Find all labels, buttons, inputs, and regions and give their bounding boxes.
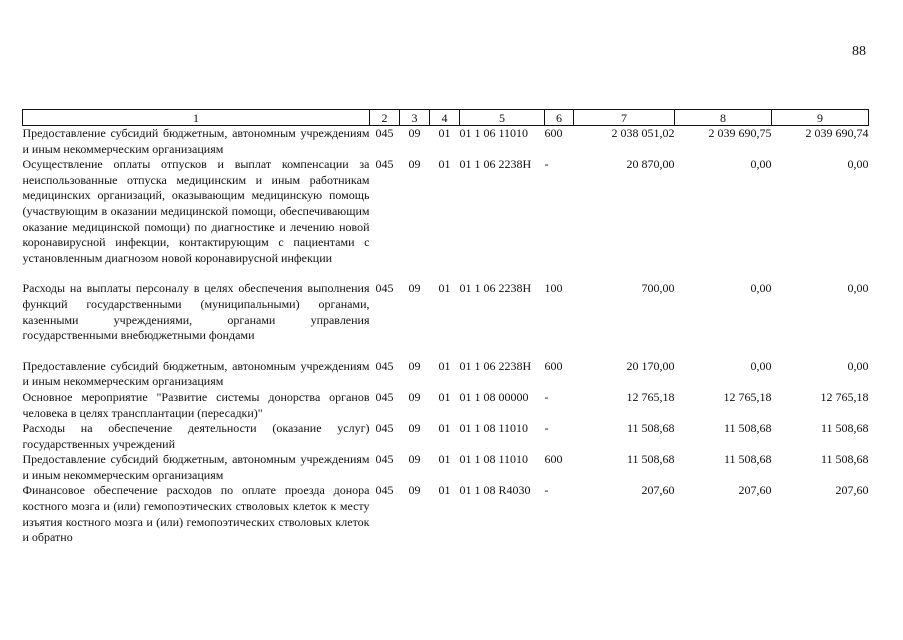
column-header: 5 <box>460 110 545 126</box>
table-row <box>23 281 869 358</box>
ministry-code-cell: 045 <box>375 157 394 172</box>
amount-col7-cell: 207,60 <box>641 483 675 498</box>
amount-col7-cell: 12 765,18 <box>626 389 675 404</box>
expense-type-cell: - <box>544 421 549 436</box>
expense-name-cell: Расходы на выплаты персоналу в целях обеспечения выполнения функций государственными (муниципальными) органами, казенными учреждениями, органами управления государственными внебюджетными фондами <box>22 281 370 343</box>
section-code-cell: 09 <box>408 126 421 140</box>
ministry-code-cell: 045 <box>375 452 394 467</box>
amount-col7-cell: 700,00 <box>641 281 675 296</box>
section-code-cell: 09 <box>408 483 421 498</box>
column-header: 6 <box>545 110 574 126</box>
amount-col8-cell: 0,00 <box>750 281 772 296</box>
target-article-cell: 01 1 08 00000 <box>459 389 529 404</box>
subsection-code-cell: 01 <box>438 358 451 373</box>
column-header: 2 <box>370 110 400 126</box>
amount-col7-cell: 11 508,68 <box>626 421 675 436</box>
subsection-code-cell: 01 <box>438 452 451 467</box>
ministry-code-cell: 045 <box>375 483 394 498</box>
expense-type-cell: 100 <box>544 281 563 296</box>
table-row <box>23 359 869 390</box>
amount-col9-cell: 0,00 <box>847 281 869 296</box>
subsection-code-cell: 01 <box>438 421 451 436</box>
ministry-code-cell: 045 <box>375 421 394 436</box>
table-row <box>23 126 869 158</box>
expense-name-cell: Предоставление субсидий бюджетным, автономным учреждениям и иным некоммерческим организациям <box>22 358 370 389</box>
column-header: 9 <box>772 110 869 126</box>
expense-type-cell: - <box>544 483 549 498</box>
amount-col9-cell: 0,00 <box>847 157 869 172</box>
amount-col7-cell: 20 170,00 <box>626 358 675 373</box>
amount-col8-cell: 0,00 <box>750 157 772 172</box>
table-row <box>23 157 869 281</box>
amount-col9-cell: 0,00 <box>847 358 869 373</box>
expense-name-cell: Осуществление оплаты отпусков и выплат компенсации за неиспользованные отпуска медицинским и иным работникам медицинских организаций, оказывающим медицинскую помощь (участвующим в оказании медицинской помощи, обеспечивающим оказание медицинской помощи) по диагностике и лечению новой коронавирусной инфекции, контактирующим с пациентами с установленным диагнозом новой коронавирусной инфекции <box>22 157 370 265</box>
budget-table <box>22 109 869 546</box>
expense-name-cell: Предоставление субсидий бюджетным, автономным учреждениям и иным некоммерческим организациям <box>22 126 370 156</box>
column-header: 1 <box>23 110 370 126</box>
amount-col9-cell: 2 039 690,74 <box>805 126 869 140</box>
amount-col7-cell: 11 508,68 <box>626 452 675 467</box>
ministry-code-cell: 045 <box>375 281 394 296</box>
section-code-cell: 09 <box>408 389 421 404</box>
expense-name-cell: Предоставление субсидий бюджетным, автономным учреждениям и иным некоммерческим организациям <box>22 452 370 482</box>
expense-name-cell: Финансовое обеспечение расходов по оплате проезда донора костного мозга и (или) гемопоэтических стволовых клеток к месту изъятия костного мозга и (или) гемопоэтических стволовых клеток и обратно <box>22 483 370 545</box>
table-row <box>23 421 869 452</box>
table-row <box>23 452 869 483</box>
amount-col8-cell: 0,00 <box>750 358 772 373</box>
target-article-cell: 01 1 08 11010 <box>459 421 529 436</box>
subsection-code-cell: 01 <box>438 126 451 140</box>
expense-type-cell: 600 <box>544 126 563 140</box>
amount-col8-cell: 207,60 <box>738 483 772 498</box>
amount-col7-cell: 2 038 051,02 <box>611 126 675 140</box>
target-article-cell: 01 1 08 R4030 <box>459 483 531 498</box>
expense-type-cell: 600 <box>544 452 563 467</box>
table-row <box>23 483 869 545</box>
column-header: 7 <box>574 110 675 126</box>
table-header-row <box>23 110 869 126</box>
section-code-cell: 09 <box>408 281 421 296</box>
amount-col7-cell: 20 870,00 <box>626 157 675 172</box>
expense-type-cell: 600 <box>544 358 563 373</box>
amount-col9-cell: 12 765,18 <box>820 389 869 404</box>
expense-name-cell: Расходы на обеспечение деятельности (оказание услуг) государственных учреждений <box>22 421 370 451</box>
subsection-code-cell: 01 <box>438 281 451 296</box>
expense-name-cell: Основное мероприятие "Развитие системы донорства органов человека в целях трансплантации (пересадки)" <box>22 389 370 420</box>
subsection-code-cell: 01 <box>438 483 451 498</box>
target-article-cell: 01 1 06 2238Н <box>459 157 532 172</box>
amount-col8-cell: 2 039 690,75 <box>708 126 772 140</box>
table-row <box>23 390 869 421</box>
target-article-cell: 01 1 06 2238Н <box>459 281 532 296</box>
ministry-code-cell: 045 <box>375 389 394 404</box>
ministry-code-cell: 045 <box>375 126 394 140</box>
column-header: 4 <box>430 110 460 126</box>
section-code-cell: 09 <box>408 358 421 373</box>
expense-type-cell: - <box>544 157 549 172</box>
subsection-code-cell: 01 <box>438 389 451 404</box>
expense-type-cell: - <box>544 389 549 404</box>
section-code-cell: 09 <box>408 157 421 172</box>
amount-col8-cell: 12 765,18 <box>723 389 772 404</box>
target-article-cell: 01 1 06 11010 <box>459 126 529 140</box>
subsection-code-cell: 01 <box>438 157 451 172</box>
target-article-cell: 01 1 06 2238Н <box>459 358 532 373</box>
ministry-code-cell: 045 <box>375 358 394 373</box>
amount-col9-cell: 11 508,68 <box>820 421 869 436</box>
amount-col8-cell: 11 508,68 <box>723 421 772 436</box>
column-header: 3 <box>400 110 430 126</box>
amount-col8-cell: 11 508,68 <box>723 452 772 467</box>
page-number: 88 <box>852 44 866 59</box>
target-article-cell: 01 1 08 11010 <box>459 452 529 467</box>
amount-col9-cell: 207,60 <box>835 483 869 498</box>
amount-col9-cell: 11 508,68 <box>820 452 869 467</box>
section-code-cell: 09 <box>408 421 421 436</box>
section-code-cell: 09 <box>408 452 421 467</box>
column-header: 8 <box>675 110 772 126</box>
